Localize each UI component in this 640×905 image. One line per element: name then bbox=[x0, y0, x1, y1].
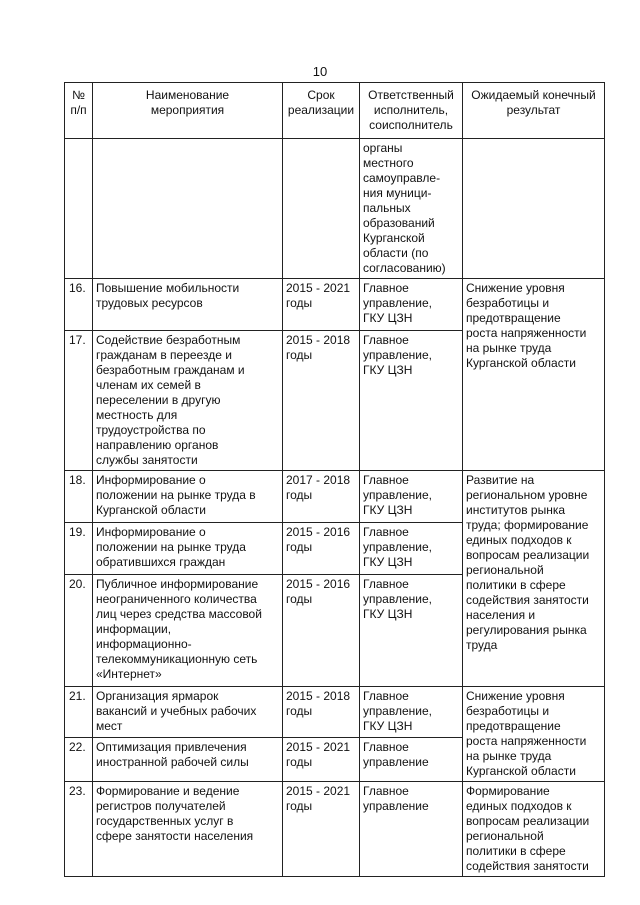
table-row bbox=[65, 687, 605, 738]
cell-num: 23. bbox=[65, 782, 93, 877]
cell-name: Повышение мобильности трудовых ресурсов bbox=[93, 279, 283, 331]
cell-result: Формирование единых подходов к вопросам реализации региональной политики в сфере содействия занятости bbox=[463, 782, 605, 877]
cell-term: 2015 - 2018 годы bbox=[283, 331, 360, 471]
cell-num: 16. bbox=[65, 279, 93, 331]
header-num: № п/п bbox=[65, 83, 93, 139]
cell-term: 2015 - 2021 годы bbox=[283, 782, 360, 877]
cell-result bbox=[463, 139, 605, 279]
table-row bbox=[65, 471, 605, 523]
cell-responsible: органы местного самоуправле- ния муници- пальных образований Курганской области (по согласованию) bbox=[360, 139, 463, 279]
header-result: Ожидаемый конечный результат bbox=[463, 83, 605, 139]
activities-table bbox=[64, 82, 605, 877]
cell-term: 2015 - 2021 годы bbox=[283, 737, 360, 781]
cell-name: Оптимизация привлечения иностранной рабочей силы bbox=[93, 737, 283, 781]
cell-result: Снижение уровня безработицы и предотвращение роста напряженности на рынке труда Курганской области bbox=[463, 279, 605, 471]
cell-num bbox=[65, 139, 93, 279]
header-term: Срок реализации bbox=[283, 83, 360, 139]
cell-responsible: Главное управление, ГКУ ЦЗН bbox=[360, 575, 463, 687]
cell-responsible: Главное управление, ГКУ ЦЗН bbox=[360, 331, 463, 471]
cell-responsible: Главное управление, ГКУ ЦЗН bbox=[360, 471, 463, 523]
cell-num: 17. bbox=[65, 331, 93, 471]
cell-term bbox=[283, 139, 360, 279]
cell-name: Содействие безработным гражданам в переезде и безработным гражданам и членам их семей в переселении в другую местность для трудоустройства по направлению органов службы занятости bbox=[93, 331, 283, 471]
cell-term: 2015 - 2021 годы bbox=[283, 279, 360, 331]
table-header-row bbox=[65, 83, 605, 139]
cell-name: Публичное информирование неограниченного количества лиц через средства массовой информации, информационно- телекоммуникационную сеть «Интернет» bbox=[93, 575, 283, 687]
cell-num: 20. bbox=[65, 575, 93, 687]
cell-term: 2017 - 2018 годы bbox=[283, 471, 360, 523]
page-number: 10 bbox=[312, 64, 328, 79]
cell-num: 21. bbox=[65, 687, 93, 738]
header-name: Наименование мероприятия bbox=[93, 83, 283, 139]
cell-responsible: Главное управление, ГКУ ЦЗН bbox=[360, 523, 463, 575]
cell-term: 2015 - 2018 годы bbox=[283, 687, 360, 738]
cell-responsible: Главное управление bbox=[360, 737, 463, 781]
cell-num: 22. bbox=[65, 737, 93, 781]
table-row bbox=[65, 279, 605, 331]
cell-term: 2015 - 2016 годы bbox=[283, 575, 360, 687]
table-row bbox=[65, 782, 605, 877]
cell-name: Организация ярмарок вакансий и учебных рабочих мест bbox=[93, 687, 283, 738]
cell-num: 19. bbox=[65, 523, 93, 575]
header-responsible: Ответственный исполнитель, соисполнитель bbox=[360, 83, 463, 139]
cell-num: 18. bbox=[65, 471, 93, 523]
cell-name: Формирование и ведение регистров получателей государственных услуг в сфере занятости населения bbox=[93, 782, 283, 877]
cell-responsible: Главное управление bbox=[360, 782, 463, 877]
cell-name: Информирование о положении на рынке труда в Курганской области bbox=[93, 471, 283, 523]
cell-name: Информирование о положении на рынке труда обратившихся граждан bbox=[93, 523, 283, 575]
cell-responsible: Главное управление, ГКУ ЦЗН bbox=[360, 279, 463, 331]
cell-responsible: Главное управление, ГКУ ЦЗН bbox=[360, 687, 463, 738]
cell-result: Снижение уровня безработицы и предотвращение роста напряженности на рынке труда Курганской области bbox=[463, 687, 605, 782]
table-row bbox=[65, 139, 605, 279]
cell-term: 2015 - 2016 годы bbox=[283, 523, 360, 575]
cell-name bbox=[93, 139, 283, 279]
cell-result: Развитие на региональном уровне институтов рынка труда; формирование единых подходов к вопросам реализации региональной политики в сфере содействия занятости населения и регулирования рынка труда bbox=[463, 471, 605, 687]
